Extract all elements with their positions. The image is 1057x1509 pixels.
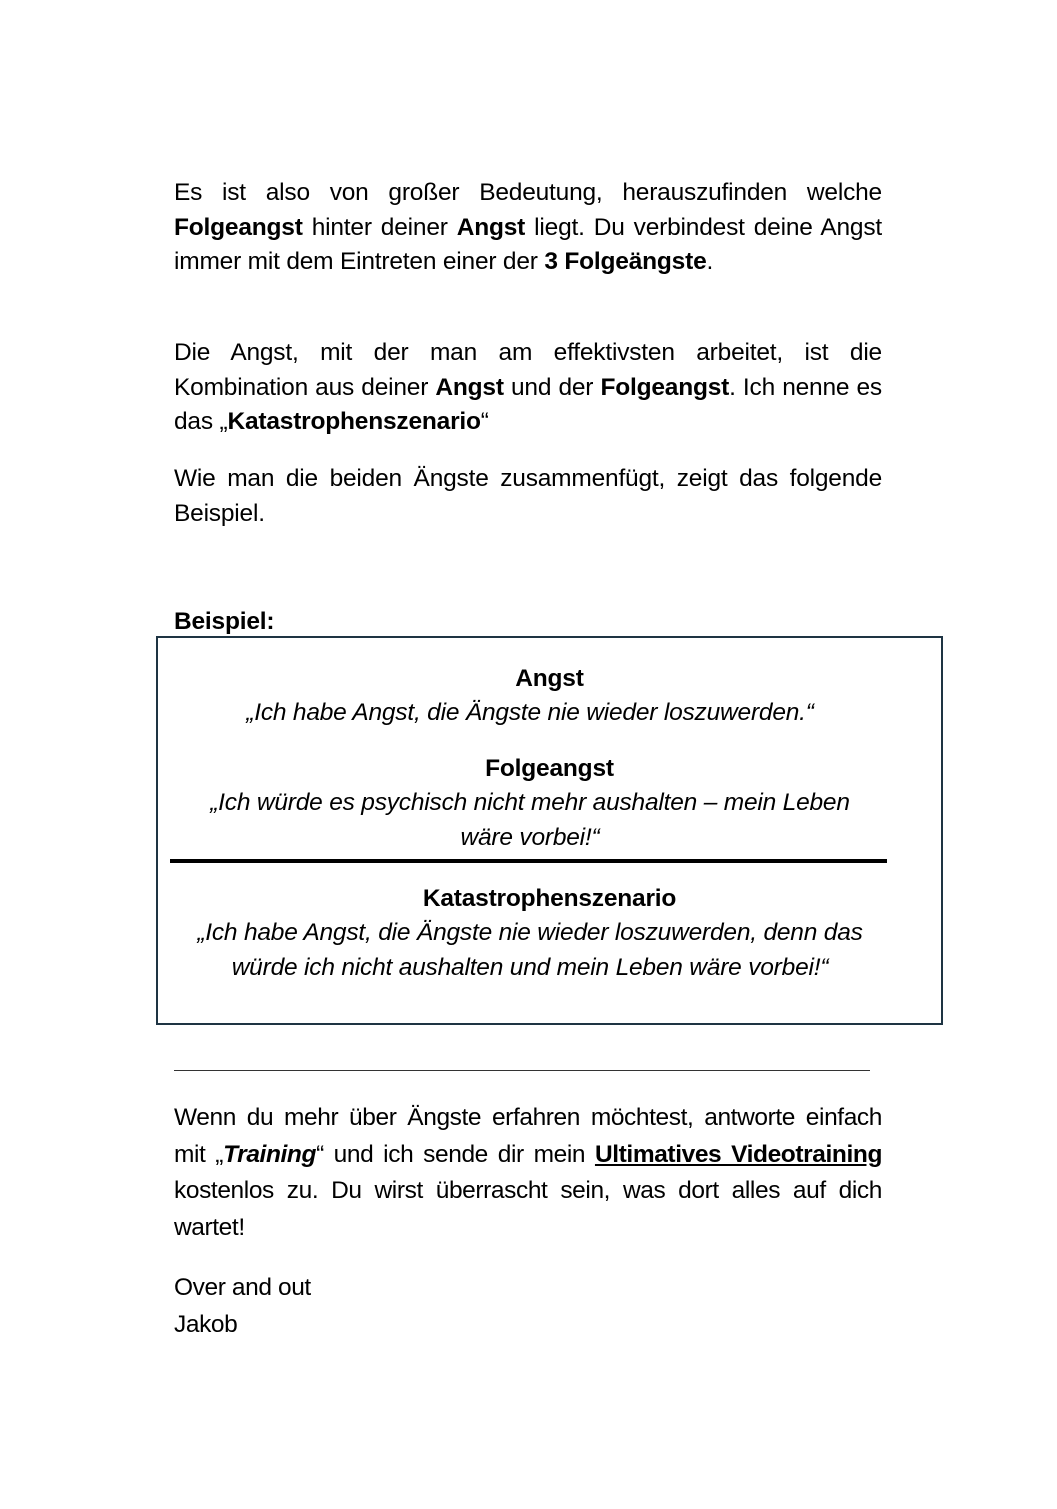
bold-term: 3 Folgeängste [544,248,707,275]
signature-name: Jakob [174,1310,238,1338]
closing-phrase: Over and out [174,1274,311,1301]
paragraph-katastrophenszenario [174,336,882,440]
example-section-angst [158,662,941,726]
example-section-folgeangst [158,752,941,851]
bold-term: Katastrophenszenario [227,408,481,435]
paragraph-example-intro [174,462,882,531]
paragraph-folgeangst-intro [174,176,882,280]
bold-term: Folgeangst [600,373,730,401]
closing [174,1270,311,1343]
example-section-katastrophenszenario [158,882,941,981]
bold-term: Folgeangst [174,213,303,241]
section-quote: „Ich habe Angst, die Ängste nie wieder loszuwerden.“ [246,699,814,726]
text: liegt. Du verbindest deine Angst immer mit dem Eintreten einer der [174,213,883,275]
section-title: Angst [515,665,584,692]
example-label: Beispiel: [174,608,275,635]
example-box [156,636,943,1025]
text: Es ist also von großer Bedeutung, herauszufinden welche [174,179,882,206]
text: “ [480,408,489,435]
section-quote: „Ich würde es psychisch nicht mehr aushalten – mein Leben wäre vorbei!“ [210,789,850,851]
text: hinter deiner [302,213,457,241]
text: Wie man die beiden Ängste zusammenfügt, zeigt das folgende Beispiel. [174,465,882,527]
section-title: Katastrophenszenario [422,885,677,912]
text: Wenn du mehr über Ängste erfahren möchtest, antworte einfach mit „ [174,1104,882,1168]
keyword-training: Training [223,1140,317,1168]
text: Die Angst, mit der man am effektivsten arbeitet, ist die Kombination aus deiner [174,339,882,401]
text: . Ich nenne es das „ [174,373,882,435]
example-divider [170,859,887,863]
paragraph-training-offer [174,1100,882,1246]
text: “ und ich sende dir mein [316,1140,595,1168]
bold-term: Angst [435,373,504,401]
separator-line [174,1070,870,1071]
section-title: Folgeangst [485,755,614,782]
text: . [706,248,714,275]
text: und der [503,373,601,401]
section-quote: „Ich habe Angst, die Ängste nie wieder loszuwerden, denn das würde ich nicht aushalten und mein Leben wäre vorbei!“ [197,919,863,981]
bold-term: Angst [456,213,526,241]
text: kostenlos zu. Du wirst überrascht sein, was dort alles auf dich wartet! [174,1177,882,1241]
videotraining-link[interactable]: Ultimatives Videotraining [594,1140,883,1168]
